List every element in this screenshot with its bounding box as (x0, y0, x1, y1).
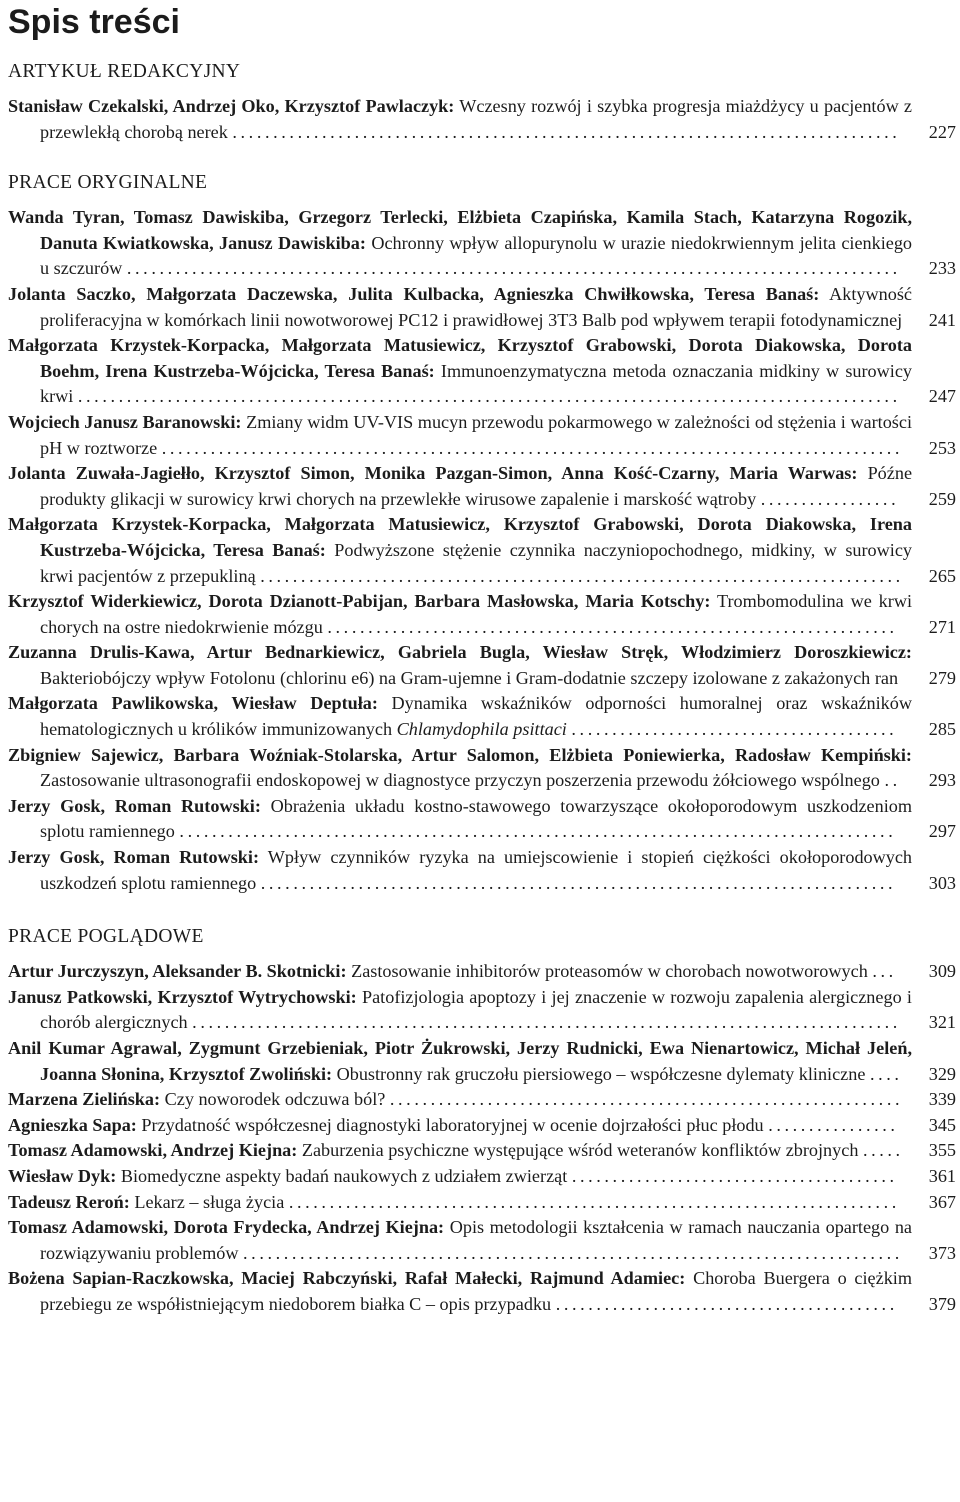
entry-title: Zastosowanie ultrasonografii endoskopowej w diagnostyce przyczyn poszerzenia przewodu żółciowego wspólnego (40, 770, 880, 791)
entry-title: Podwyższone stężenie czynnika naczyniopochodnego, midkiny, w surowicy krwi pacjentów z przepukliną (40, 539, 912, 586)
entry-title: Zaburzenia psychiczne występujące wśród weteranów konfliktów zbrojnych (301, 1140, 859, 1161)
entry-title: Aktywność proliferacyjna w komórkach linii nowotworowej PC12 i prawidłowej 3T3 Balb pod wpływem terapii fotodynamicznej (40, 283, 912, 330)
entry-title: Bakteriobójczy wpływ Fotolonu (chlorinu e6) na Gram-ujemne i Gram-dodatnie szczepy izolowane z zakażonych ran (40, 667, 899, 688)
entry-page-number: 339 (928, 1089, 956, 1110)
entry-text (8, 94, 912, 145)
dot-leaders: ............................................................................................... (126, 258, 901, 279)
toc-entry[interactable] (8, 845, 956, 896)
entry-text (8, 1087, 912, 1113)
entry-page-number: 309 (928, 961, 956, 982)
entry-authors: Zbigniew Sajewicz, Barbara Woźniak-Stolarska, Artur Salomon, Elżbieta Poniewierka, Radosław Kempiński: (8, 744, 912, 765)
entry-authors: Artur Jurczyszyn, Aleksander B. Skotnicki: (8, 961, 347, 982)
entry-authors: Tomasz Adamowski, Andrzej Kiejna: (8, 1140, 298, 1161)
entry-text (8, 1036, 912, 1087)
dot-leaders: ................ (768, 1114, 899, 1135)
entry-title: Obustronny rak gruczołu piersiowego – współczesne dylematy kliniczne (336, 1063, 866, 1084)
entry-authors: Stanisław Czekalski, Andrzej Oko, Krzysztof Pawlaczyk: (8, 96, 455, 116)
dot-leaders: ........................................ (571, 719, 898, 740)
entry-page-number: 253 (928, 437, 956, 458)
entry-authors: Agnieszka Sapa: (8, 1114, 137, 1135)
entry-title: Lekarz – sługa życia (134, 1191, 285, 1212)
entry-authors: Wiesław Dyk: (8, 1165, 117, 1186)
entry-title: Obrażenia układu kostno-stawowego towarzyszące okołoporodowym uszkodzeniom splotu ramiennego (40, 795, 912, 842)
entry-text (8, 512, 912, 589)
section-original-papers (8, 170, 956, 896)
entry-text (8, 794, 912, 845)
entry-page-number: 293 (928, 770, 956, 791)
entry-page-number: 233 (928, 258, 956, 279)
toc-entry[interactable] (8, 1164, 956, 1190)
dot-leaders: ........................................................................... (288, 1191, 900, 1212)
entry-title: Zmiany widm UV-VIS mucyn przewodu pokarmowego w zależności od stężenia i wartości pH w roztworze (40, 411, 912, 458)
entry-text (8, 461, 912, 512)
section-editorial (8, 59, 956, 145)
toc-entry[interactable] (8, 1036, 956, 1087)
dot-leaders: ..... (862, 1140, 904, 1161)
entry-text (8, 985, 912, 1036)
dot-leaders: ...................................................................... (327, 616, 898, 637)
entry-list (8, 205, 956, 896)
entry-authors: Jolanta Saczko, Małgorzata Daczewska, Julita Kulbacka, Agnieszka Chwiłkowska, Teresa Banaś: (8, 283, 820, 304)
entry-text (8, 1215, 912, 1266)
entry-title: Wczesny rozwój i szybka progresja miażdżycy u pacjentów z przewlekłą chorobą nerek (40, 96, 912, 142)
entry-authors: Małgorzata Pawlikowska, Wiesław Deptuła: (8, 693, 378, 714)
entry-list (8, 959, 956, 1317)
entry-text (8, 1190, 912, 1216)
entry-authors: Bożena Sapian-Raczkowska, Maciej Rabczyński, Rafał Małecki, Rajmund Adamiec: (8, 1268, 686, 1289)
entry-authors: Tadeusz Reroń: (8, 1191, 130, 1212)
section-title: PRACE ORYGINALNE (8, 172, 208, 194)
entry-text (8, 333, 912, 410)
toc-entry[interactable] (8, 794, 956, 845)
entry-page-number: 285 (928, 719, 956, 740)
entry-authors: Zuzanna Drulis-Kawa, Artur Bednarkiewicz, Gabriela Bugla, Wiesław Stręk, Włodzimierz Doroszkiewicz: (8, 642, 912, 663)
entry-authors: Wojciech Janusz Baranowski: (8, 411, 242, 432)
entry-text (8, 845, 912, 896)
entry-title: Czy noworodek odczuwa ból? (164, 1089, 386, 1110)
entry-page-number: 379 (928, 1293, 956, 1314)
entry-page-number: 247 (928, 386, 956, 407)
toc-entry[interactable] (8, 512, 956, 589)
entry-page-number: 321 (928, 1012, 956, 1033)
dot-leaders: .. (884, 770, 901, 791)
toc-entry[interactable] (8, 1266, 956, 1317)
entry-authors: Małgorzata Krzystek-Korpacka, Małgorzata Matusiewicz, Krzysztof Grabowski, Dorota Diakowska, Dorota Boehm, Irena Kustrzeba-Wójcicka, Teresa Banaś: (8, 335, 912, 381)
entry-page-number: 271 (928, 616, 956, 637)
dot-leaders: ........................................................................................... (161, 437, 904, 458)
entry-text (8, 640, 912, 691)
entry-authors: Małgorzata Krzystek-Korpacka, Małgorzata Matusiewicz, Krzysztof Grabowski, Dorota Diakowska, Irena Kustrzeba-Wójcicka, Teresa Banaś: (8, 514, 912, 560)
entry-title: Zastosowanie inhibitorów proteasomów w chorobach nowotworowych (351, 961, 868, 982)
toc-entry[interactable] (8, 691, 956, 742)
toc-entry[interactable] (8, 282, 956, 333)
entry-page-number: 259 (928, 488, 956, 509)
entry-title: Immunoenzymatyczna metoda oznaczania midkiny w surowicy krwi (40, 360, 912, 407)
entry-page-number: 355 (928, 1140, 956, 1161)
entry-text (8, 1266, 912, 1317)
entry-text (8, 1113, 912, 1139)
entry-authors: Anil Kumar Agrawal, Zygmunt Grzebieniak, Piotr Żukrowski, Jerzy Rudnicki, Ewa Nienartowicz, Michał Jeleń, Joanna Słonina, Krzysztof Zwoliński: (8, 1038, 912, 1084)
entry-list (8, 94, 956, 145)
section-review-papers (8, 924, 956, 1317)
toc-entry[interactable] (8, 1138, 956, 1164)
entry-title: Przydatność współczesnej diagnostyki laboratoryjnej w ocenie dojrzałości płuc płodu (141, 1114, 764, 1135)
dot-leaders: .................................................................................. (232, 121, 901, 142)
toc-entry[interactable] (8, 1215, 956, 1266)
entry-authors: Tomasz Adamowski, Dorota Frydecka, Andrzej Kiejna: (8, 1217, 445, 1238)
toc-entry[interactable] (8, 589, 956, 640)
dot-leaders: ... (872, 961, 897, 982)
entry-authors: Krzysztof Widerkiewicz, Dorota Dzianott-Pabijan, Barbara Masłowska, Maria Kotschy: (8, 591, 711, 612)
dot-leaders: .............................................................................. (260, 872, 897, 893)
entry-authors: Marzena Zielińska: (8, 1089, 161, 1110)
page-title: Spis treści (8, 3, 180, 41)
entry-page-number: 303 (928, 872, 956, 893)
entry-title: Trombomodulina we krwi chorych na ostre niedokrwienie mózgu (40, 591, 912, 637)
entry-title: Wpływ czynników ryzyka na umiejscowienie i stopień ciężkości okołoporodowych uszkodzeń splotu ramiennego (40, 847, 912, 893)
dot-leaders: ..................................................................................................... (77, 386, 901, 407)
toc-entry[interactable] (8, 640, 956, 691)
toc-entry[interactable] (8, 959, 956, 985)
toc-entry[interactable] (8, 1190, 956, 1216)
toc-entry[interactable] (8, 985, 956, 1036)
toc-entry[interactable] (8, 205, 956, 282)
entry-page-number: 373 (928, 1242, 956, 1263)
entry-title: Choroba Buergera o ciężkim przebiegu ze współistniejącym niedoborem białka C – opis przypadku (40, 1268, 912, 1314)
entry-page-number: 265 (928, 565, 956, 586)
entry-authors: Janusz Patkowski, Krzysztof Wytrychowski: (8, 986, 357, 1007)
toc-entry[interactable] (8, 461, 956, 512)
toc-entry[interactable] (8, 743, 956, 794)
entry-authors: Wanda Tyran, Tomasz Dawiskiba, Grzegorz Terlecki, Elżbieta Czapińska, Kamila Stach, Katarzyna Rogozik, Danuta Kwiatkowska, Janusz Dawiskiba: (8, 207, 912, 253)
entry-page-number: 297 (928, 821, 956, 842)
dot-leaders: .... (869, 1063, 903, 1084)
entry-text (8, 410, 912, 461)
section-title: PRACE POGLĄDOWE (8, 926, 204, 948)
entry-page-number: 279 (928, 667, 956, 688)
entry-text (8, 589, 912, 640)
entry-page-number: 241 (928, 309, 956, 330)
entry-text (8, 205, 912, 282)
entry-authors: Jerzy Gosk, Roman Rutowski: (8, 847, 260, 868)
entry-text (8, 282, 912, 333)
toc-entry[interactable] (8, 1087, 956, 1113)
toc-entry[interactable] (8, 94, 956, 145)
entry-authors: Jolanta Zuwała-Jagiełło, Krzysztof Simon, Monika Pazgan-Simon, Anna Kość-Czarny, Maria Warwas: (8, 463, 858, 484)
toc-entry[interactable] (8, 333, 956, 410)
toc-entry[interactable] (8, 1113, 956, 1139)
entry-page-number: 361 (928, 1165, 956, 1186)
entry-text (8, 959, 912, 985)
entry-page-number: 367 (928, 1191, 956, 1212)
toc-entry[interactable] (8, 410, 956, 461)
entry-title: Dynamika wskaźników odporności humoralnej oraz wskaźników hematologicznych u królików immunizowanych (40, 693, 912, 740)
entry-title: Ochronny wpływ allopurynolu w urazie niedokrwiennym jelita cienkiego u szczurów (40, 232, 912, 279)
section-title: ARTYKUŁ REDAKCYJNY (8, 61, 241, 82)
dot-leaders: ....................................................................................... (192, 1012, 901, 1033)
entry-text (8, 1138, 912, 1164)
entry-title-italic: Chlamydophila psittaci (396, 719, 567, 740)
entry-page-number: 329 (928, 1063, 956, 1084)
entry-title: Biomedyczne aspekty badań naukowych z udziałem zwierząt (120, 1165, 568, 1186)
entry-page-number: 227 (928, 121, 956, 142)
dot-leaders: ............................................................... (389, 1089, 904, 1110)
table-of-contents (8, 0, 956, 1318)
entry-text (8, 1164, 912, 1190)
dot-leaders: ............................................................................... (260, 565, 904, 586)
dot-leaders: ................................................................................. (243, 1242, 903, 1263)
entry-title: Patofizjologia apoptozy i jej znaczenie w rozwoju zapalenia alergicznego i chorób alergicznych (40, 986, 912, 1033)
dot-leaders: ........................................................................................ (179, 821, 897, 842)
entry-title: Opis metodologii kształcenia w ramach nauczania opartego na rozwiązywaniu problemów (40, 1217, 912, 1263)
entry-title: Późne produkty glikacji w surowicy krwi chorych na przewlekłe wirusowe zapalenie i marskość wątroby (40, 463, 912, 509)
dot-leaders: ........................................ (571, 1165, 898, 1186)
entry-authors: Jerzy Gosk, Roman Rutowski: (8, 795, 261, 816)
entry-text (8, 743, 912, 794)
entry-text (8, 691, 912, 742)
dot-leaders: .......................................... (555, 1293, 898, 1314)
entry-page-number: 345 (928, 1114, 956, 1135)
dot-leaders: ................. (760, 488, 900, 509)
